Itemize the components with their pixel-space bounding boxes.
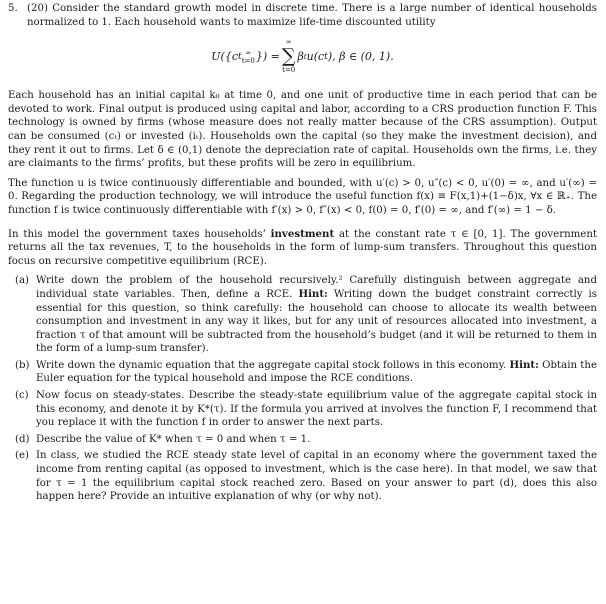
eq-rhs: β [297, 49, 304, 63]
sum-operator [282, 38, 296, 75]
question-header [8, 2, 597, 29]
part-label: (a) [15, 275, 30, 287]
part-text: Now focus on steady-states. Describe the steady-state equilibrium value of the aggregate capital stock in this economy, and denote it by K*(τ). If the formula you arrived at involves the function F, I recommend that you replace it with the function f in order to answer the next parts. [36, 390, 597, 429]
question-intro: (20) Consider the standard growth model in discrete time. There is a large number of identical households normalized to 1. Each household wants to maximize life-time discounted utility [27, 3, 597, 28]
part-d [15, 433, 597, 447]
sum-bottom: t=0 [282, 66, 296, 75]
eq-lhs-close: }) = [255, 49, 280, 63]
question-number: 5. [8, 3, 18, 14]
paragraph-functions: The function u is twice continuously differentiable and bounded, with u′(c) > 0, u″(c) < 0, u′(0) = ∞, and u′(∞) = 0. Regarding the production technology, we will introduce the useful function f(x) ≡ F(x,1)+(1−δ)x, ∀x ∈ ℝ₊. The function f is twice continuously differentiable with f′(x) > 0, f″(x) < 0, f(0) = 0, f′(0) = ∞, and f′(∞) = 1 − δ. [8, 177, 597, 216]
question-parts [8, 274, 597, 504]
part-a-text-b: Writing down the budget constraint correctly is essential for this question, so think carefully: the household can choose to allocate its wealth between consumption and investment in any way it likes, but for any unit of resources allocated into investment, a fraction τ of that amount will be subtracted from the household’s budget (and it will be returned to them in the form of a lump-sum transfer). [36, 288, 597, 355]
part-c [15, 389, 597, 430]
eq-lhs-sub: t [238, 50, 242, 62]
part-a-text-a: Write down the problem of the household recursively.² Carefully distinguish between aggregate and individual state variables. Then, define a RCE. [36, 275, 597, 300]
tax-text-bold: investment [270, 227, 335, 240]
tax-text-a: In this model the government taxes households’ [8, 228, 271, 240]
part-e [15, 449, 597, 503]
part-label: (b) [15, 359, 30, 371]
utility-equation: U({c t ∞ t=0 }) = ∞ ∑ t=0 β t u(c t ), β ∈ (0, 1). [211, 38, 394, 75]
part-b [15, 359, 597, 386]
part-a-hint: Hint: [298, 287, 328, 300]
paragraph-household: Each household has an initial capital k₀ at time 0, and one unit of productive time in each period that can be devoted to work. Final output is produced using capital and labor, according to a CRS production function F. This technology is owned by firms (whose measure does not really matter because of the CRS assumption). Output can be consumed (cₜ) or invested (iₜ). Households own the capital (so they make the investment decision), and they rent it out to firms. Let δ ∈ (0,1) denote the depreciation rate of capital. Households own the firms, i.e. they are claimants to the firms’ profits, but these profits will be zero in equilibrium. [8, 90, 597, 170]
part-text [36, 274, 597, 356]
eq-rhs2-close: ), β ∈ (0, 1). [327, 49, 394, 63]
sum-symbol: ∑ [281, 45, 296, 68]
part-label: (d) [15, 433, 30, 445]
part-b-text-b: Obtain the Euler equation for the typical household and impose the RCE conditions. [36, 359, 597, 385]
eq-lhs-sub2: t=0 [241, 56, 255, 65]
part-text: In class, we studied the RCE steady state level of capital in an economy where the government taxed the income from renting capital (as opposed to investment, which is the case here). In that model, we saw that for τ = 1 the equilibrium capital stock reached zero. Based on your answer to part (d), does this also happen here? Provide an intuitive explanation of why (or why not). [36, 450, 597, 503]
eq-lhs: U({c [211, 49, 239, 63]
part-b-text-a: Write down the dynamic equation that the aggregate capital stock follows in this economy. [36, 359, 510, 371]
paragraph-tax [8, 228, 597, 269]
part-text [36, 359, 597, 386]
part-label: (c) [15, 390, 29, 402]
part-text: Describe the value of K* when τ = 0 and when τ = 1. [36, 433, 311, 445]
tax-text-b: at the constant rate τ ∈ [0, 1]. The government returns all the tax revenues, T, to the households in the form of lump-sum transfers. Throughout this question focus on recursive competitive equilibrium (RCE). [8, 228, 597, 267]
eq-lhs-sup: ∞ [245, 48, 252, 57]
part-a [15, 274, 597, 356]
eq-rhs2: u(c [306, 49, 325, 63]
part-label: (e) [15, 450, 29, 462]
sum-top: ∞ [285, 38, 292, 47]
part-b-hint: Hint: [509, 358, 539, 371]
eq-rhs2-sub: t [324, 50, 328, 62]
